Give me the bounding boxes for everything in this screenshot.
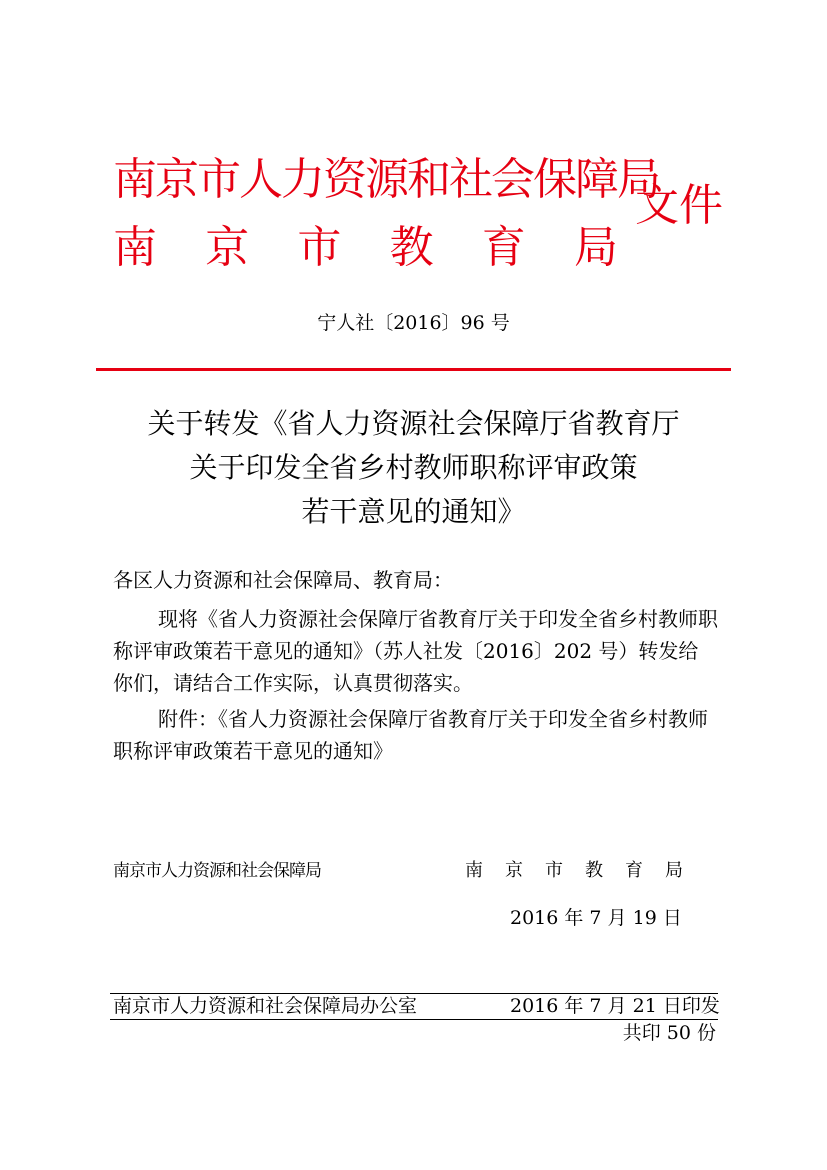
issuer-char: 教: [389, 222, 434, 273]
document-number: 宁人社〔2016〕96 号: [317, 312, 510, 334]
document-type-label: 文件: [635, 180, 723, 231]
issuer-name-hrss: 南京市人力资源和社会保障局: [113, 154, 659, 205]
issuer-char: 市: [297, 222, 342, 273]
document-title-line-2: 关于印发全省乡村教师职称评审政策: [189, 451, 638, 484]
issuer-name-education: [113, 222, 618, 274]
copies-printed: 共印 50 份: [622, 1022, 716, 1044]
body-paragraph: 现将《省人力资源社会保障厅省教育厅关于印发全省乡村教师职称评审政策若干意见的通知》（苏人社发〔2016〕202 号）转发给你们，请结合工作实际，认真贯彻落实。: [113, 607, 718, 695]
red-separator-line: [96, 368, 731, 371]
issuer-char: 育: [481, 222, 526, 273]
issuing-office: 南京市人力资源和社会保障局办公室: [113, 995, 418, 1017]
print-date: 2016 年 7 月 21 日印发: [510, 995, 720, 1017]
signature-char: 教: [585, 860, 603, 881]
footer-bottom-rule: [110, 1019, 718, 1020]
signature-char: 育: [625, 860, 643, 881]
signature-org-hrss: 南京市人力资源和社会保障局: [113, 861, 321, 881]
signature-char: 京: [505, 860, 523, 881]
document-title-line-3: 若干意见的通知》: [301, 495, 526, 528]
signature-date: 2016 年 7 月 19 日: [510, 907, 682, 929]
signature-char: 局: [665, 860, 683, 881]
issuer-char: 南: [113, 222, 157, 273]
issuer-char: 局: [573, 222, 618, 273]
issuer-char: 京: [205, 222, 250, 273]
signature-char: 市: [545, 860, 563, 881]
attachment-note: 附件：《省人力资源社会保障厅省教育厅关于印发全省乡村教师职称评审政策若干意见的通知》: [113, 707, 708, 763]
addressee: 各区人力资源和社会保障局、教育局：: [113, 568, 453, 592]
document-title-line-1: 关于转发《省人力资源社会保障厅省教育厅: [147, 407, 680, 440]
signature-char: 南: [465, 860, 483, 881]
signature-org-education: [465, 859, 683, 883]
